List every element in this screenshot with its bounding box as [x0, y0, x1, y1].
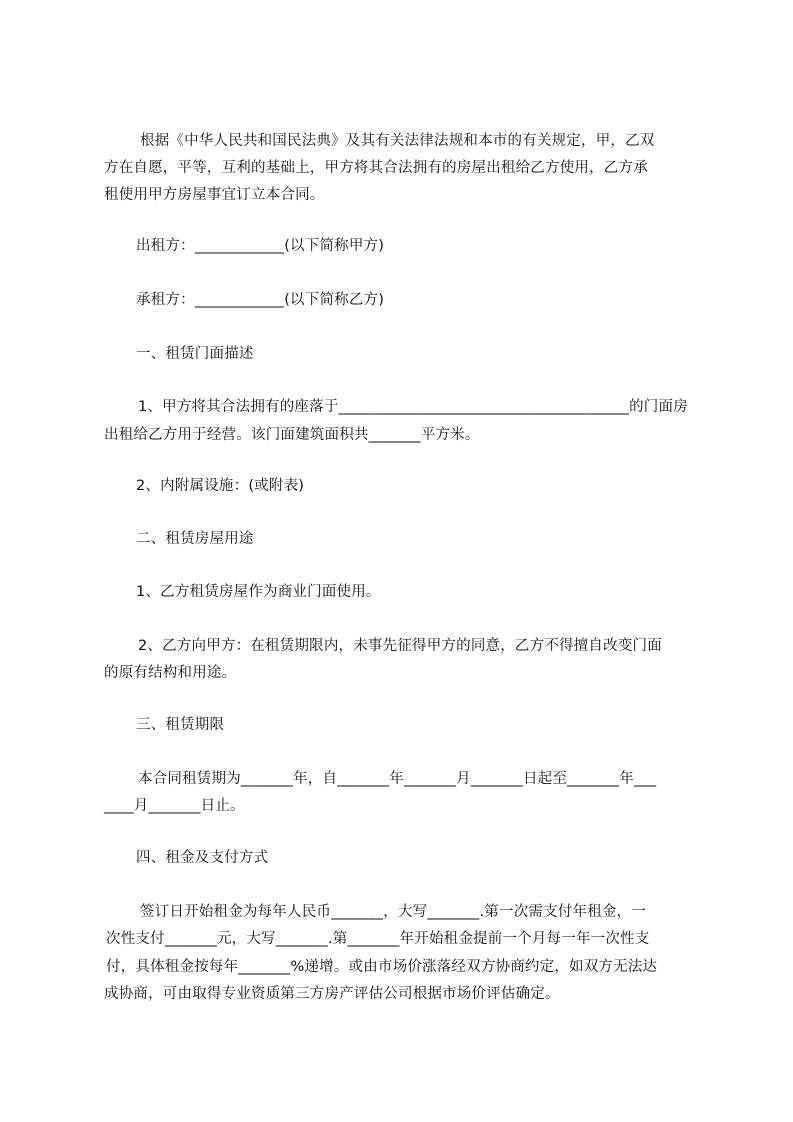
section-4-line-1: 签订日开始租金为每年人民币_______，大写_______.第一次需支付年租金，一 [140, 904, 647, 920]
section-4-line-4: 成协商，可由取得专业资质第三方房产评估公司根据市场价评估确定。 [104, 986, 560, 1002]
section-4-heading: 四、租金及支付方式 [136, 850, 269, 866]
intro-line-1: 根据《中华人民共和国民法典》及其有关法律法规和本市的有关规定，甲，乙双 [140, 133, 655, 149]
section-2-item-1: 1、乙方租赁房屋作为商业门面使用。 [136, 584, 381, 600]
section-1-item-1-line-1: 1、甲方将其合法拥有的座落于_______________________________________的门面房 [138, 399, 688, 415]
section-1-item-2: 2、内附属设施：(或附表) [136, 478, 305, 494]
intro-line-3: 租使用甲方房屋事宜订立本合同。 [104, 187, 325, 203]
section-3-line-1: 本合同租赁期为_______年，自_______年_______月_______日起至_______年___ [138, 771, 657, 787]
section-4-line-2: 次性支付_______元，大写_______.第_______年开始租金提前一个月每一年一次性支 [106, 931, 650, 947]
section-3-line-2: ____月_______日止。 [104, 798, 245, 814]
section-2-heading: 二、租赁房屋用途 [136, 531, 254, 547]
section-1-heading: 一、租赁门面描述 [136, 346, 254, 362]
section-3-heading: 三、租赁期限 [136, 717, 225, 733]
lessee-line: 承租方：____________(以下简称乙方) [136, 292, 385, 308]
section-1-item-1-line-2: 出租给乙方用于经营。该门面建筑面积共_______平方米。 [104, 427, 480, 443]
section-2-item-2-line-2: 的原有结构和用途。 [104, 665, 237, 681]
section-2-item-2-line-1: 2、乙方向甲方：在租赁期限内，未事先征得甲方的同意，乙方不得擅自改变门面 [138, 638, 662, 654]
lessor-line: 出租方：____________(以下简称甲方) [136, 238, 385, 254]
intro-line-2: 方在自愿，平等，互利的基础上，甲方将其合法拥有的房屋出租给乙方使用，乙方承 [104, 160, 648, 176]
section-4-line-3: 付，具体租金按每年_______%递增。或由市场价涨落经双方协商约定，如双方无法达 [106, 959, 658, 975]
